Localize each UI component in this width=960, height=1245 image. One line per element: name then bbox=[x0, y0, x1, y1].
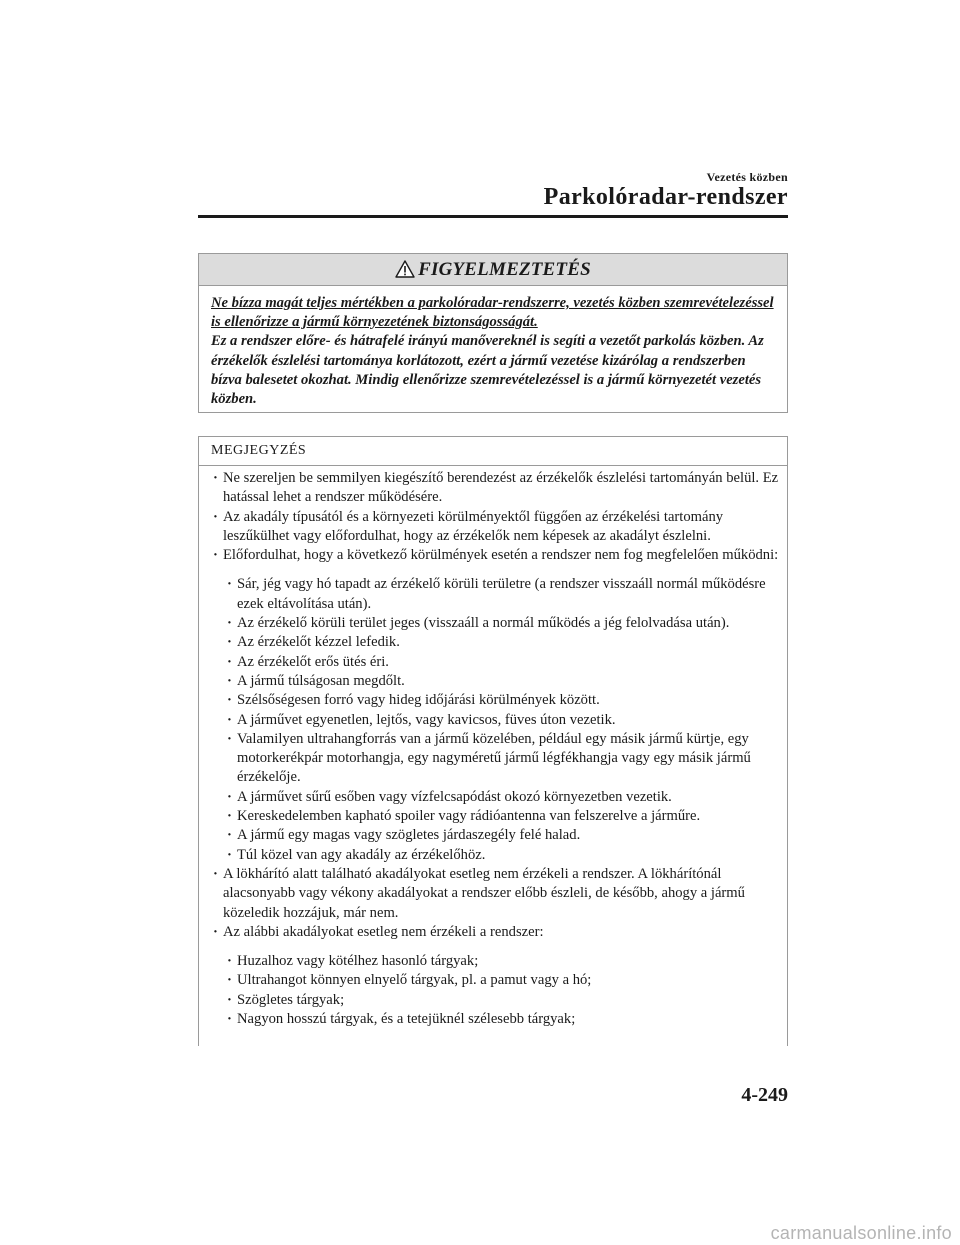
list-item: · Az akadály típusától és a környezeti körülményektől függően az érzékelési tartomány leszűkülhet vagy előfordulhat, hogy az érzékelők nem képesek az akadályt észlelni. bbox=[207, 508, 781, 547]
warning-paragraph-2: Ez a rendszer előre- és hátrafelé irányú manővereknél is segíti a vezetőt parkolás közben. Az érzékelők észlelési tartománya korlátozott, ezért a jármű vezetése kizárólag a rendszerben bízva balesetet okozhat. Mindig ellenőrizze szemrevételezéssel is a jármű környezetét vezetés közben. bbox=[211, 333, 764, 408]
list-item: · Valamilyen ultrahangforrás van a jármű közelében, például egy másik jármű kürtje, egy motorkerékpár motorhangja, egy nagyméretű jármű légfékhangja vagy egy másik jármű érzékelője. bbox=[221, 730, 781, 788]
note-body bbox=[199, 466, 787, 1029]
list-item: · Az érzékelőt erős ütés éri. bbox=[221, 653, 781, 672]
watermark: carmanualsonline.info bbox=[770, 1223, 952, 1243]
list-item: · Az érzékelő körüli terület jeges (visszaáll a normál működés a jég felolvadása után). bbox=[221, 614, 781, 633]
warning-paragraph-1: Ne bízza magát teljes mértékben a parkolóradar-rendszerre, vezetés közben szemrevételezéssel is ellenőrizze a jármű környezetének biztonságosságát. bbox=[211, 295, 774, 331]
warning-box bbox=[198, 253, 788, 413]
list-item: · Huzalhoz vagy kötélhez hasonló tárgyak; bbox=[221, 952, 781, 971]
list-item: · Előfordulhat, hogy a következő körülmények esetén a rendszer nem fog megfelelően működni: bbox=[207, 546, 781, 565]
conditions-sublist bbox=[221, 575, 781, 864]
note-list bbox=[207, 469, 781, 565]
list-item: · Az alábbi akadályokat esetleg nem érzékeli a rendszer: bbox=[207, 923, 781, 942]
note-list-continued bbox=[207, 865, 781, 942]
warning-header bbox=[199, 254, 787, 286]
list-item: · A jármű egy magas vagy szögletes járdaszegély felé halad. bbox=[221, 826, 781, 845]
section-label: Vezetés közben bbox=[706, 170, 788, 184]
list-item: · A járművet sűrű esőben vagy vízfelcsapódást okozó környezetben vezetik. bbox=[221, 788, 781, 807]
warning-triangle-icon bbox=[395, 260, 415, 278]
list-item: · A lökhárító alatt található akadályokat esetleg nem érzékeli a rendszer. A lökhárítónál alacsonyabb vagy vékony akadályokat a rendszer előbb észleli, de később, ahogy a jármű közeledik hozzájuk, már nem. bbox=[207, 865, 781, 923]
list-item: · Túl közel van agy akadály az érzékelőhöz. bbox=[221, 846, 781, 865]
list-item: · Szögletes tárgyak; bbox=[221, 991, 781, 1010]
list-item: · Nagyon hosszú tárgyak, és a tetejüknél szélesebb tárgyak; bbox=[221, 1010, 781, 1029]
note-box bbox=[198, 436, 788, 1046]
list-item: · Szélsőségesen forró vagy hideg időjárási körülmények között. bbox=[221, 691, 781, 710]
list-item: · Kereskedelemben kapható spoiler vagy rádióantenna van felszerelve a járműre. bbox=[221, 807, 781, 826]
list-item: · Ne szereljen be semmilyen kiegészítő berendezést az érzékelők észlelési tartományán belül. Ez hatással lehet a rendszer működésére. bbox=[207, 469, 781, 508]
note-header: MEGJEGYZÉS bbox=[199, 437, 787, 466]
warning-title: FIGYELMEZTETÉS bbox=[418, 258, 591, 280]
page-title: Parkolóradar-rendszer bbox=[543, 184, 788, 210]
list-item: · A jármű túlságosan megdőlt. bbox=[221, 672, 781, 691]
header-rule bbox=[198, 215, 788, 218]
list-item: · Ultrahangot könnyen elnyelő tárgyak, pl. a pamut vagy a hó; bbox=[221, 971, 781, 990]
list-item: · A járművet egyenetlen, lejtős, vagy kavicsos, füves úton vezetik. bbox=[221, 711, 781, 730]
obstacles-sublist bbox=[221, 952, 781, 1029]
list-item: · Sár, jég vagy hó tapadt az érzékelő körüli területre (a rendszer visszaáll normál működésre ezek eltávolítása után). bbox=[221, 575, 781, 614]
page-number: 4-249 bbox=[741, 1084, 788, 1106]
list-item: · Az érzékelőt kézzel lefedik. bbox=[221, 633, 781, 652]
warning-body bbox=[199, 286, 787, 409]
